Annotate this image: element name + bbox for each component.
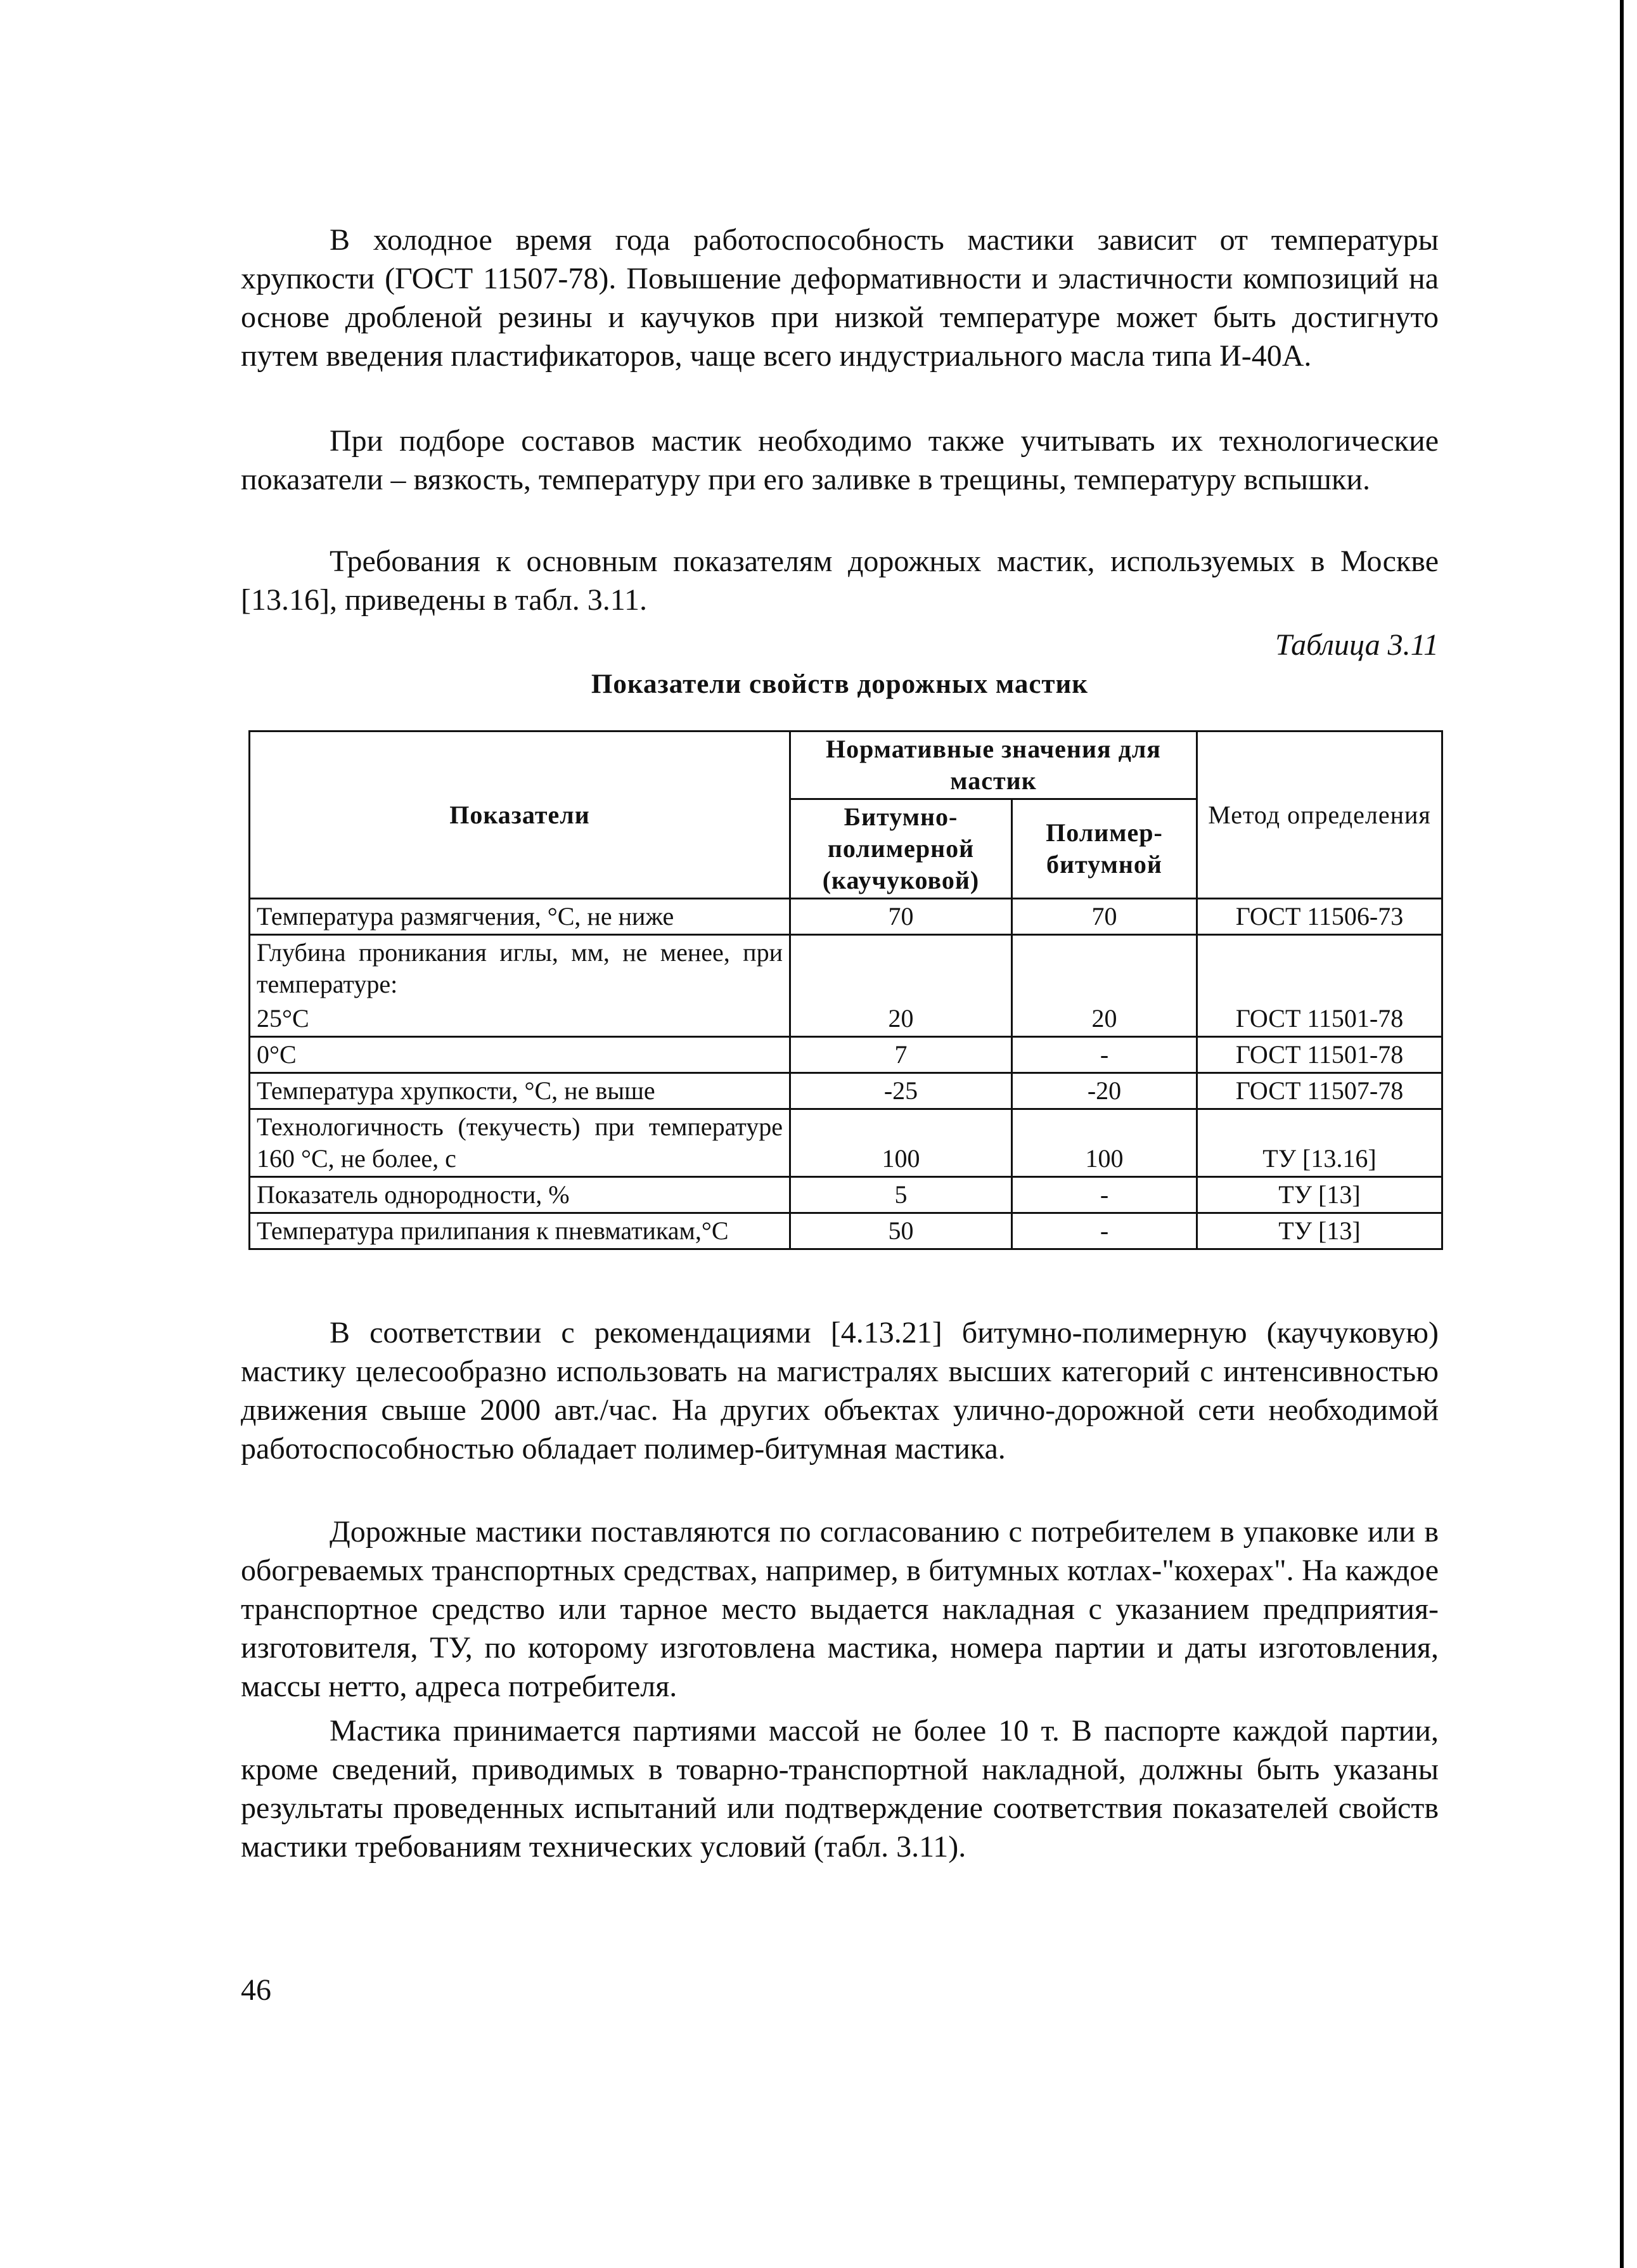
paragraph-text: Мастика принимается партиями массой не более 10 т. В паспорте каждой партии, кроме сведений, приводимых в товарно-транспортной накладной, должны быть указаны результаты проведенных испытаний или подтверждение соответствия показателей свойств мастики требованиям технических условий (табл. 3.11). bbox=[241, 1714, 1439, 1864]
row-indicator: Температура прилипания к пневматикам,°С bbox=[250, 1213, 790, 1249]
row-polymer-bitumen-value: - bbox=[1012, 1177, 1197, 1213]
row-bitumen-polymer-value: 100 bbox=[790, 1109, 1012, 1177]
row-method: ГОСТ 11506-73 bbox=[1197, 899, 1442, 935]
row-indicator: Температура размягчения, °С, не ниже bbox=[250, 899, 790, 935]
paragraph-requirements bbox=[241, 542, 1439, 619]
header-normative: Нормативные значения для мастик bbox=[790, 731, 1197, 799]
row-method: ТУ [13] bbox=[1197, 1177, 1442, 1213]
row-bitumen-polymer-value: 20 bbox=[790, 1002, 1012, 1037]
row-polymer-bitumen-value bbox=[1012, 935, 1197, 1002]
table-row bbox=[250, 1002, 1442, 1037]
row-polymer-bitumen-value: 70 bbox=[1012, 899, 1197, 935]
table-row bbox=[250, 1073, 1442, 1109]
page-number: 46 bbox=[241, 1973, 271, 2007]
header-indicator: Показатели bbox=[250, 731, 790, 899]
row-method: ГОСТ 11507-78 bbox=[1197, 1073, 1442, 1109]
row-indicator: Технологичность (текучесть) при температуре 160 °С, не более, с bbox=[250, 1109, 790, 1177]
header-bitumen-polymer: Битумно-полимерной (каучуковой) bbox=[790, 799, 1012, 899]
table-title: Показатели свойств дорожных мастик bbox=[591, 669, 1089, 699]
row-bitumen-polymer-value bbox=[790, 935, 1012, 1002]
table-row bbox=[250, 899, 1442, 935]
paragraph-recommendations bbox=[241, 1313, 1439, 1468]
table-row bbox=[250, 1109, 1442, 1177]
table-header-row bbox=[250, 731, 1442, 799]
table-row bbox=[250, 1177, 1442, 1213]
row-bitumen-polymer-value: -25 bbox=[790, 1073, 1012, 1109]
paragraph-delivery bbox=[241, 1512, 1439, 1706]
paragraph-text: Требования к основным показателям дорожных мастик, используемых в Москве [13.16], приведены в табл. 3.11. bbox=[241, 544, 1439, 617]
header-polymer-bitumen: Полимер-битумной bbox=[1012, 799, 1197, 899]
row-indicator: 25°С bbox=[250, 1002, 790, 1037]
paragraph-text: В холодное время года работоспособность мастики зависит от температуры хрупкости (ГОСТ 11507-78). Повышение деформативности и эластичности композиций на основе дробленой резины и каучуков при низкой температуре может быть достигнуто путем введения пластификаторов, чаще всего индустриального масла типа И-40А. bbox=[241, 223, 1439, 373]
paragraph-text: При подборе составов мастик необходимо также учитывать их технологические показатели – вязкость, температуру при его заливке в трещины, температуру вспышки. bbox=[241, 424, 1439, 496]
row-polymer-bitumen-value: -20 bbox=[1012, 1073, 1197, 1109]
row-indicator: Глубина проникания иглы, мм, не менее, при температуре: bbox=[250, 935, 790, 1002]
paragraph-acceptance bbox=[241, 1711, 1439, 1866]
paragraph-text: В соответствии с рекомендациями [4.13.21] битумно-полимерную (каучуковую) мастику целесообразно использовать на магистралях высших категорий с интенсивностью движения свыше 2000 авт./час. На других объектах улично-дорожной сети необходимой работоспособностью обладает полимер-битумная мастика. bbox=[241, 1316, 1439, 1466]
row-indicator: Показатель однородности, % bbox=[250, 1177, 790, 1213]
row-bitumen-polymer-value: 7 bbox=[790, 1037, 1012, 1073]
paragraph-brittleness bbox=[241, 221, 1439, 375]
table-row bbox=[250, 1213, 1442, 1249]
row-polymer-bitumen-value: 100 bbox=[1012, 1109, 1197, 1177]
properties-table bbox=[248, 730, 1443, 1250]
table-row bbox=[250, 935, 1442, 1002]
row-polymer-bitumen-value: 20 bbox=[1012, 1002, 1197, 1037]
row-method bbox=[1197, 935, 1442, 1002]
table-row bbox=[250, 1037, 1442, 1073]
row-bitumen-polymer-value: 50 bbox=[790, 1213, 1012, 1249]
row-polymer-bitumen-value: - bbox=[1012, 1213, 1197, 1249]
row-polymer-bitumen-value: - bbox=[1012, 1037, 1197, 1073]
row-bitumen-polymer-value: 70 bbox=[790, 899, 1012, 935]
paragraph-text: Дорожные мастики поставляются по согласованию с потребителем в упаковке или в обогреваемых транспортных средствах, например, в битумных котлах-"кохерах". На каждое транспортное средство или тарное место выдается накладная с указанием предприятия-изготовителя, ТУ, по которому изготовлена мастика, номера партии и даты изготовления, массы нетто, адреса потребителя. bbox=[241, 1515, 1439, 1703]
row-method: ГОСТ 11501-78 bbox=[1197, 1037, 1442, 1073]
page-edge-line bbox=[1620, 0, 1624, 2268]
header-method: Метод определения bbox=[1197, 731, 1442, 899]
row-method: ГОСТ 11501-78 bbox=[1197, 1002, 1442, 1037]
row-method: ТУ [13.16] bbox=[1197, 1109, 1442, 1177]
row-indicator: Температура хрупкости, °С, не выше bbox=[250, 1073, 790, 1109]
row-indicator: 0°С bbox=[250, 1037, 790, 1073]
table-number: Таблица 3.11 bbox=[1275, 628, 1439, 662]
paragraph-technological bbox=[241, 422, 1439, 499]
row-method: ТУ [13] bbox=[1197, 1213, 1442, 1249]
row-bitumen-polymer-value: 5 bbox=[790, 1177, 1012, 1213]
